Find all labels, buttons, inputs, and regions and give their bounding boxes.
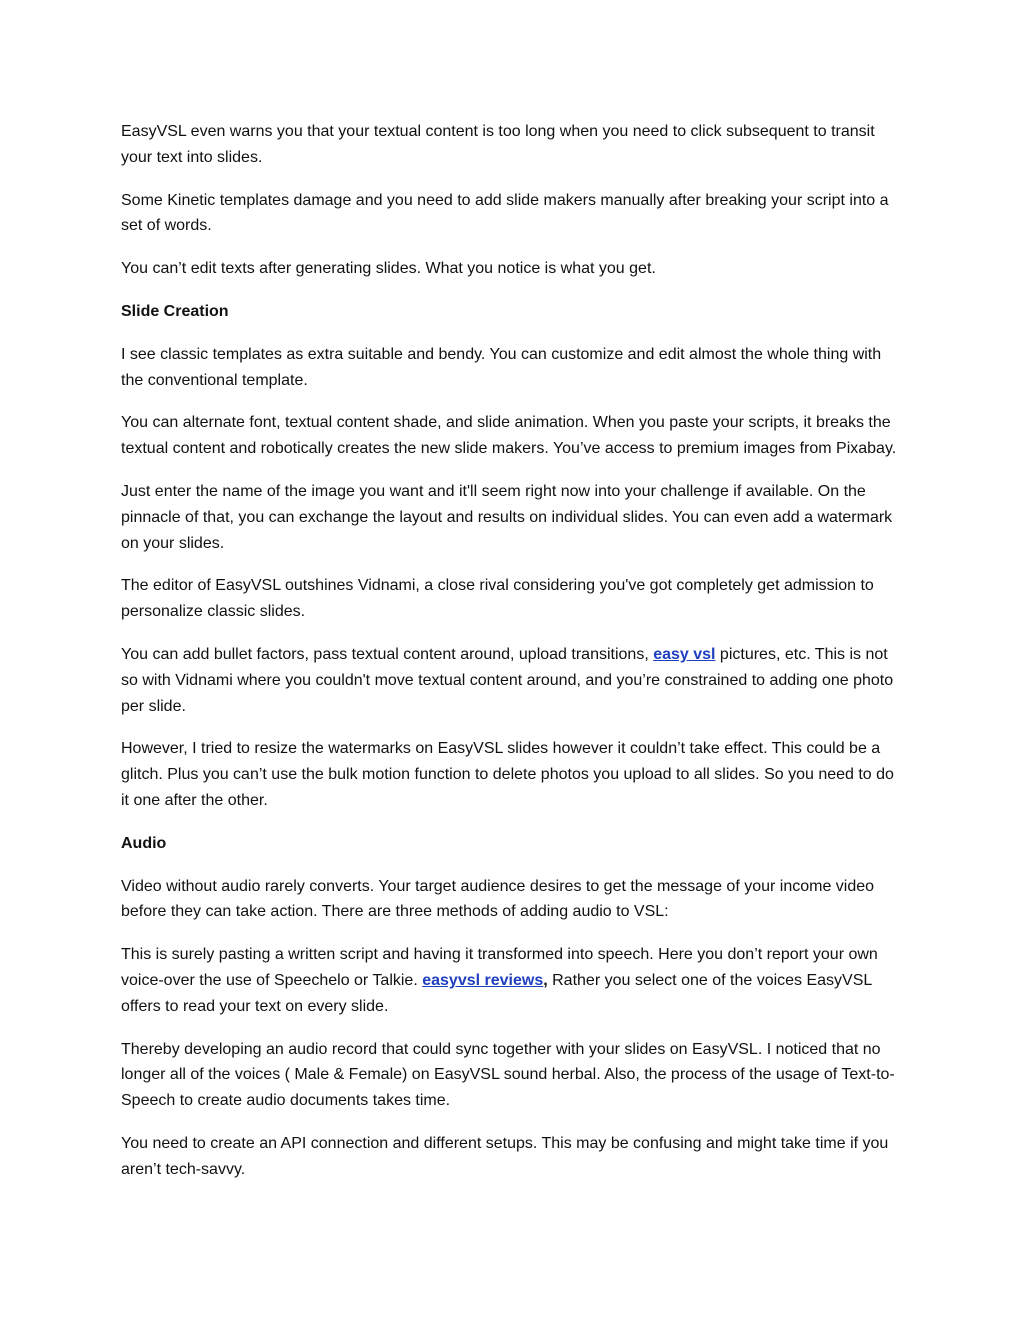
- paragraph-1: EasyVSL even warns you that your textual content is too long when you need to click subsequent to transit your text into slides.: [121, 123, 875, 166]
- paragraph-2: Some Kinetic templates damage and you need to add slide makers manually after breaking your script into a set of words.: [121, 191, 889, 235]
- heading-slide-creation: Slide Creation: [121, 302, 229, 320]
- paragraph-8-text-before: You can add bullet factors, pass textual content around, upload transitions,: [121, 645, 654, 663]
- paragraph-7: The editor of EasyVSL outshines Vidnami, a close rival considering you've got completely get admission to personalize classic slides.: [121, 577, 874, 621]
- paragraph-9: However, I tried to resize the watermarks on EasyVSL slides however it couldn’t take effect. This could be a glitch. Plus you can’t use the bulk motion function to delete photos you upload to all slides. So you need to do it one after the other.: [121, 740, 894, 809]
- easy-vsl-link[interactable]: easy vsl: [653, 645, 716, 663]
- paragraph-6: Just enter the name of the image you want and it'll seem right now into your challenge if available. On the pinnacle of that, you can exchange the layout and results on individual slides. You can even add a watermark on your slides.: [121, 482, 893, 552]
- paragraph-5: You can alternate font, textual content shade, and slide animation. When you paste your scripts, it breaks the textual content and robotically creates the new slide makers. You’ve access to premium images from Pixabay.: [121, 414, 897, 458]
- paragraph-4: I see classic templates as extra suitable and bendy. You can customize and edit almost the whole thing with the conventional template.: [121, 345, 882, 389]
- document-page: [121, 119, 906, 1200]
- paragraph-12: Thereby developing an audio record that could sync together with your slides on EasyVSL. I noticed that no longer all of the voices ( Male & Female) on EasyVSL sound herbal. Also, the process of the usage of Text-to-Speech to create audio documents takes time.: [121, 1040, 895, 1110]
- paragraph-3: You can’t edit texts after generating slides. What you notice is what you get.: [121, 260, 656, 278]
- heading-audio: Audio: [121, 834, 167, 852]
- paragraph-10: Video without audio rarely converts. Your target audience desires to get the message of your income video before they can take action. There are three methods of adding audio to VSL:: [121, 877, 875, 921]
- paragraph-11-text-after: Rather you select one of the voices EasyVSL offers to read your text on every slide.: [121, 971, 872, 1015]
- easyvsl-reviews-link[interactable]: easyvsl reviews: [422, 971, 544, 989]
- paragraph-11-comma: ,: [543, 971, 548, 989]
- paragraph-8-text-after: pictures, etc. This is not so with Vidnami where you couldn't move textual content around, and you’re constrained to adding one photo per slide.: [121, 645, 894, 715]
- paragraph-11-text-before: This is surely pasting a written script and having it transformed into speech. Here you don’t report your own voice-over the use of Speechelo or Talkie.: [121, 946, 878, 989]
- paragraph-11: [121, 942, 906, 1019]
- paragraph-13: You need to create an API connection and different setups. This may be confusing and might take time if you aren’t tech-savvy.: [121, 1134, 889, 1178]
- paragraph-8: [121, 642, 906, 719]
